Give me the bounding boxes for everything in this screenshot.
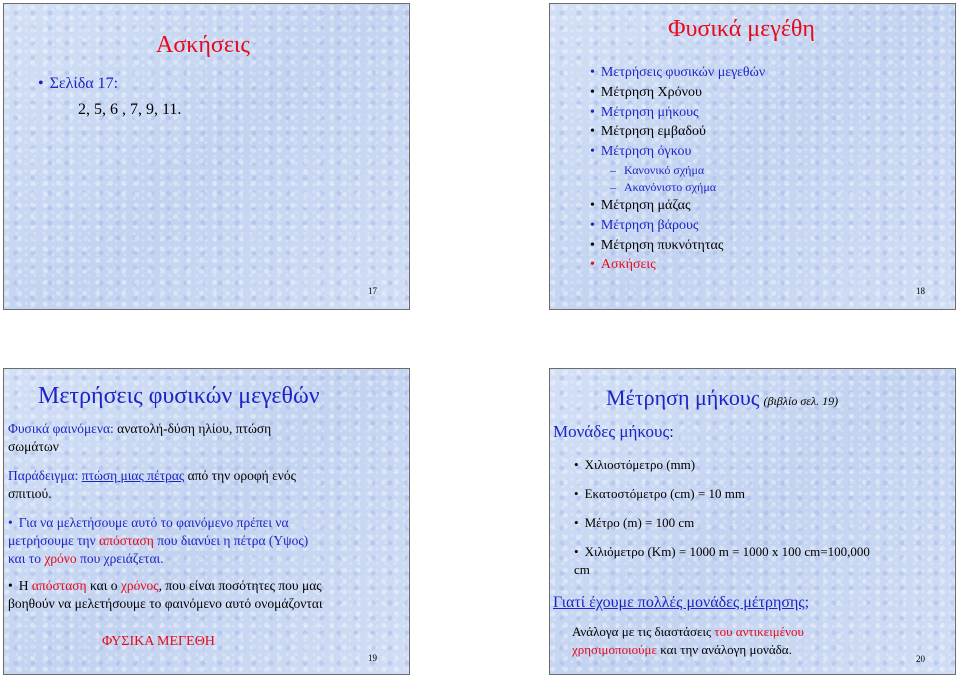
slide-title: Ασκήσεις bbox=[156, 32, 250, 58]
text: ανάλογη μονάδα. bbox=[701, 642, 792, 657]
text: που χρειάζεται. bbox=[76, 551, 164, 566]
paragraph-1-line-3 bbox=[8, 550, 408, 568]
answer-line-2 bbox=[572, 641, 804, 659]
page-number: 17 bbox=[368, 286, 377, 296]
paragraph-2-line-2: βοηθούν να μελετήσουμε το φαινόμενο αυτό ονομάζονται bbox=[8, 596, 323, 611]
list-item: • Μέτρηση βάρους bbox=[590, 216, 765, 236]
list-item: • Χιλιόμετρο (Km) = 1000 m = 1000 x 100 cm=100,000 bbox=[574, 543, 870, 561]
answer-line-1 bbox=[572, 623, 804, 641]
closing-term: ΦΥΣΙΚΑ ΜΕΓΕΘΗ bbox=[102, 634, 215, 649]
highlight: του αντικειμένου bbox=[714, 624, 804, 639]
text: και ο bbox=[86, 578, 121, 593]
slide-title: Μέτρηση μήκους bbox=[606, 385, 760, 410]
text: και την bbox=[656, 642, 702, 657]
slide-title: Μετρήσεις φυσικών μεγεθών bbox=[38, 383, 320, 409]
text: μετρήσουμε την bbox=[8, 533, 100, 548]
topic-list bbox=[590, 63, 765, 275]
slide-18 bbox=[549, 3, 956, 310]
paragraph-2-line-1 bbox=[8, 577, 408, 595]
sub-list-item: – Κανονικό σχήμα bbox=[590, 162, 765, 179]
slide-20 bbox=[549, 368, 956, 675]
text: • Η bbox=[8, 578, 32, 593]
example-text-cont: σπιτιού. bbox=[8, 486, 52, 501]
list-item: • Μέτρο (m) = 100 cm bbox=[574, 514, 870, 532]
distance-term: απόσταση bbox=[31, 578, 87, 593]
paragraph-1-line-1: • Για να μελετήσουμε αυτό το φαινόμενο πρέπει να bbox=[8, 514, 408, 532]
phenomena-label: Φυσικά φαινόμενα: bbox=[8, 421, 114, 436]
phenomena-text-cont: σωμάτων bbox=[8, 439, 59, 454]
time-term: χρόνο bbox=[44, 551, 77, 566]
slide-title: Φυσικά μεγέθη bbox=[668, 16, 815, 42]
list-item: • Μέτρηση πυκνότητας bbox=[590, 236, 765, 256]
list-item-cont: cm bbox=[574, 562, 590, 577]
page-number: 18 bbox=[916, 286, 925, 296]
sub-list-item: – Ακανόνιστο σχήμα bbox=[590, 179, 765, 196]
answer bbox=[572, 623, 804, 659]
time-term: χρόνος bbox=[120, 578, 159, 593]
example-link[interactable]: πτώση μιας πέτρας bbox=[81, 468, 185, 483]
why-question[interactable]: Γιατί έχουμε πολλές μονάδες μέτρησης; bbox=[553, 594, 810, 611]
slide-title-row bbox=[606, 385, 838, 411]
list-item: • Εκατοστόμετρο (cm) = 10 mm bbox=[574, 485, 870, 503]
example-text: από την οροφή ενός bbox=[184, 468, 296, 483]
slide-19 bbox=[3, 368, 410, 675]
list-item: • Μέτρηση Χρόνου bbox=[590, 83, 765, 103]
page-number: 20 bbox=[916, 654, 925, 664]
list-item: • Μετρήσεις φυσικών μεγεθών bbox=[590, 63, 765, 83]
list-item: • Μέτρηση μάζας bbox=[590, 196, 765, 216]
exercise-numbers: 2, 5, 6 , 7, 9, 11. bbox=[78, 101, 182, 118]
phenomena-text: ανατολή-δύση ηλίου, πτώση bbox=[113, 421, 272, 436]
text: , που είναι ποσότητες που μας bbox=[158, 578, 322, 593]
list-item: • Μέτρηση μήκους bbox=[590, 103, 765, 123]
bullet-page: • Σελίδα 17: bbox=[38, 75, 118, 93]
slide-17 bbox=[3, 3, 410, 310]
units-heading: Μονάδες μήκους: bbox=[553, 422, 674, 441]
text: που διανύει η πέτρα (Υψος) bbox=[153, 533, 309, 548]
page-number: 19 bbox=[368, 653, 377, 663]
paragraph-1-line-2 bbox=[8, 532, 408, 550]
list-item: • Μέτρηση εμβαδού bbox=[590, 122, 765, 142]
example-line bbox=[8, 467, 408, 485]
list-item: • Χιλιοστόμετρο (mm) bbox=[574, 456, 870, 474]
title-note: (βιβλίο σελ. 19) bbox=[763, 394, 839, 408]
text: Ανάλογα με τις διαστάσεις bbox=[572, 624, 715, 639]
phenomena-line bbox=[8, 420, 408, 438]
example-label: Παράδειγμα: bbox=[8, 468, 79, 483]
units-list bbox=[574, 456, 870, 579]
distance-term: απόσταση bbox=[99, 533, 154, 548]
list-item: • Μέτρηση όγκου bbox=[590, 142, 765, 162]
slide-body bbox=[8, 420, 408, 613]
text: και το bbox=[8, 551, 45, 566]
list-item: • Ασκήσεις bbox=[590, 255, 765, 275]
highlight: χρησιμοποιούμε bbox=[572, 642, 657, 657]
